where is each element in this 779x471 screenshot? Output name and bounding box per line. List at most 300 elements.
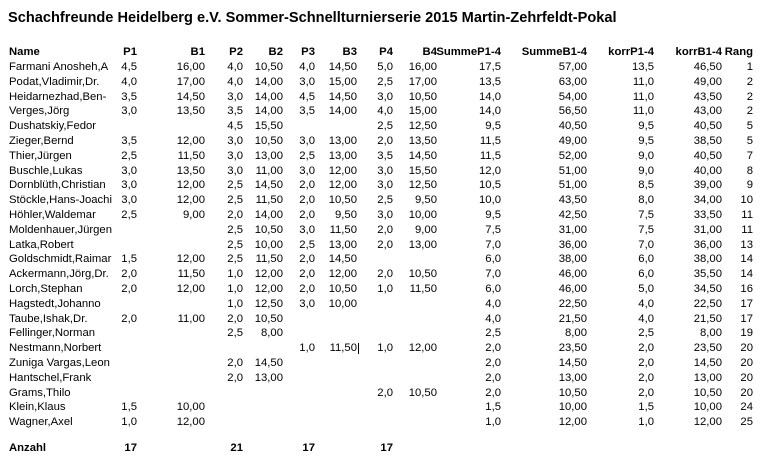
- cell-b2: 14,00: [254, 75, 283, 88]
- header-b2: B2: [268, 46, 283, 58]
- cell-korr-p: 9,5: [638, 120, 654, 133]
- cell-b3: 10,50: [328, 283, 357, 295]
- cell-summe-b: 57,00: [558, 61, 587, 73]
- cell-rang: 17: [740, 297, 753, 310]
- cell-p1: 3,0: [121, 105, 137, 118]
- cell-p3: 4,0: [299, 61, 315, 73]
- cell-name: Lorch,Stephan: [9, 283, 83, 295]
- cell-b3: 15,00: [328, 75, 357, 88]
- cell-p3: 1,0: [299, 342, 315, 355]
- cell-p4: 1,0: [377, 342, 393, 355]
- cell-summe-b: 12,00: [558, 416, 587, 429]
- cell-b4: 12,50: [408, 120, 437, 133]
- header-name: Name: [9, 46, 40, 58]
- cell-p3: 3,0: [299, 223, 315, 236]
- cell-rang: 20: [740, 371, 753, 384]
- cell-b1: 11,00: [177, 312, 205, 325]
- cell-korr-b: 10,50: [693, 386, 722, 399]
- cell-korr-b: 8,00: [700, 327, 722, 340]
- cell-summe-p: 2,0: [485, 371, 501, 384]
- cell-b2: 15,50: [254, 120, 283, 133]
- cell-b3: 13,00: [328, 238, 357, 251]
- cell-summe-p: 11,5: [479, 135, 501, 147]
- cell-p4: 3,0: [377, 164, 393, 177]
- cell-rang: 25: [740, 416, 753, 429]
- cell-p2: 2,5: [227, 327, 243, 340]
- cell-korr-b: 40,50: [693, 120, 722, 133]
- cell-p3: 3,0: [299, 164, 315, 177]
- header-b4: B4: [422, 46, 437, 58]
- cell-p1: 1,5: [121, 401, 137, 414]
- cell-name: Dushatskiy,Fedor: [9, 120, 97, 133]
- cell-korr-p: 1,0: [638, 416, 654, 429]
- cell-b2: 11,00: [255, 164, 283, 177]
- cell-b3: 12,00: [328, 164, 357, 177]
- cell-b2: 12,00: [254, 268, 283, 281]
- cell-korr-b: 12,00: [693, 416, 722, 429]
- cell-summe-p: 1,5: [485, 401, 501, 414]
- cell-summe-b: 38,00: [558, 253, 587, 266]
- cell-name: Klein,Klaus: [9, 401, 66, 414]
- cell-p2: 3,0: [227, 164, 243, 177]
- cell-korr-b: 14,50: [693, 357, 722, 369]
- cell-korr-b: 10,00: [693, 401, 722, 414]
- cell-korr-p: 9,0: [638, 164, 654, 177]
- cell-p3: 3,5: [299, 105, 315, 118]
- cell-korr-p: 6,0: [638, 253, 654, 266]
- cell-name: Buschle,Lukas: [9, 164, 83, 177]
- cell-summe-p: 10,0: [479, 194, 501, 207]
- cell-rang: 17: [740, 312, 753, 325]
- cell-b3: 12,00: [328, 179, 357, 192]
- cell-b1: 11,50: [177, 268, 205, 281]
- cell-korr-p: 1,5: [638, 401, 654, 414]
- cell-p1: 1,0: [121, 416, 137, 429]
- cell-summe-p: 9,5: [485, 120, 501, 133]
- cell-summe-p: 7,5: [485, 223, 501, 236]
- cell-name: Zuniga Vargas,Leon: [9, 357, 110, 369]
- cell-korr-b: 31,00: [693, 223, 722, 236]
- cell-name: Stöckle,Hans-Joachi: [9, 194, 112, 207]
- cell-summe-b: 13,00: [558, 371, 587, 384]
- cell-b4: 14,50: [408, 149, 437, 162]
- cell-b1: 12,00: [176, 194, 205, 207]
- cell-b3: 14,50: [328, 90, 357, 103]
- cell-korr-b: 34,50: [693, 283, 722, 295]
- cell-korr-b: 40,50: [693, 149, 722, 162]
- header-summe-b: SummeB1-4: [521, 46, 587, 58]
- cell-summe-p: 12,0: [479, 164, 501, 177]
- cell-p2: 2,5: [227, 179, 243, 192]
- header-p1: P1: [123, 46, 137, 58]
- cell-b3: 13,00: [328, 135, 357, 147]
- cell-rang: 11: [741, 209, 753, 221]
- cell-korr-p: 7,5: [638, 223, 654, 236]
- cell-summe-p: 6,0: [485, 283, 501, 295]
- cell-b3: 14,50: [328, 61, 357, 73]
- cell-p4: 3,0: [377, 209, 393, 221]
- cell-summe-b: 49,00: [558, 135, 587, 147]
- cell-b2: 10,00: [254, 238, 283, 251]
- cell-rang: 20: [740, 357, 753, 369]
- cell-p2: 1,0: [227, 283, 243, 295]
- footer-count-p1: 17: [124, 442, 137, 454]
- header-p3: P3: [301, 46, 315, 58]
- cell-b4: 13,00: [408, 238, 437, 251]
- cell-korr-b: 38,00: [693, 253, 722, 266]
- cell-b4: 13,50: [408, 135, 437, 147]
- cell-p4: 3,0: [377, 179, 393, 192]
- cell-p3: 4,5: [299, 90, 315, 103]
- cell-b3: 10,50: [328, 194, 357, 207]
- cell-summe-p: 13,5: [479, 75, 501, 88]
- cell-korr-p: 7,0: [638, 238, 654, 251]
- cell-p4: 2,0: [377, 223, 393, 236]
- cell-summe-b: 51,00: [558, 164, 587, 177]
- cell-summe-p: 7,0: [485, 238, 501, 251]
- cell-summe-p: 2,0: [485, 386, 501, 399]
- cell-korr-p: 13,5: [632, 61, 654, 73]
- cell-b4: 9,00: [415, 223, 437, 236]
- cell-korr-p: 8,0: [638, 194, 654, 207]
- cell-rang: 20: [740, 386, 753, 399]
- cell-korr-b: 35,50: [693, 268, 722, 281]
- cell-p3: 3,0: [299, 135, 315, 147]
- cell-korr-p: 2,5: [638, 327, 654, 340]
- cell-p3: 2,0: [299, 179, 315, 192]
- cell-korr-p: 11,0: [632, 90, 654, 103]
- cell-b4: 17,00: [408, 75, 437, 88]
- cell-p2: 3,0: [227, 135, 243, 147]
- cell-p3: 2,0: [299, 194, 315, 207]
- cell-p1: 2,0: [121, 283, 137, 295]
- cell-korr-p: 11,0: [632, 75, 654, 88]
- cell-b2: 8,00: [261, 327, 283, 340]
- cell-b3: 14,00: [328, 105, 357, 118]
- cell-p4: 2,5: [377, 120, 393, 133]
- cell-p1: 4,5: [121, 61, 137, 73]
- cell-rang: 9: [746, 179, 753, 192]
- cell-b1: 13,50: [176, 164, 205, 177]
- cell-p3: 2,5: [299, 149, 315, 162]
- cell-name: Hantschel,Frank: [9, 371, 92, 384]
- cell-p2: 4,0: [227, 61, 243, 73]
- cell-rang: 24: [740, 401, 753, 414]
- cell-summe-p: 17,5: [479, 61, 501, 73]
- cell-b2: 13,00: [254, 371, 283, 384]
- cell-korr-b: 39,00: [693, 179, 722, 192]
- cell-summe-b: 14,50: [558, 357, 587, 369]
- cell-p2: 3,0: [227, 149, 243, 162]
- cell-korr-p: 2,0: [638, 386, 654, 399]
- cell-korr-p: 9,0: [638, 149, 654, 162]
- cell-rang: 10: [740, 194, 753, 207]
- cell-name: Farmani Anosheh,A: [9, 61, 109, 73]
- cell-p2: 2,5: [227, 194, 243, 207]
- cell-b1: 14,50: [176, 90, 205, 103]
- cell-rang: 1: [746, 61, 753, 73]
- cell-korr-p: 7,5: [638, 209, 654, 221]
- cell-rang: 20: [740, 342, 753, 355]
- cell-name: Nestmann,Norbert: [9, 342, 102, 355]
- cell-b4: 10,50: [408, 268, 437, 281]
- cell-b1: 12,00: [176, 179, 205, 192]
- cell-rang: 13: [740, 238, 753, 251]
- cell-p2: 4,0: [227, 75, 243, 88]
- cell-rang: 16: [740, 283, 753, 295]
- cell-b2: 14,00: [254, 90, 283, 103]
- cell-b1: 11,50: [177, 149, 205, 162]
- cell-korr-b: 21,50: [693, 312, 722, 325]
- cell-b3: 11,50: [329, 223, 357, 236]
- cell-name: Thier,Jürgen: [9, 149, 72, 162]
- cell-p2: 1,0: [227, 268, 243, 281]
- cell-korr-b: 40,00: [693, 164, 722, 177]
- cell-p2: 4,5: [227, 120, 243, 133]
- cell-name: Moldenhauer,Jürgen: [9, 223, 113, 236]
- cell-b1: 12,00: [176, 253, 205, 266]
- cell-name: Heidarnezhad,Ben-: [9, 90, 107, 103]
- cell-summe-b: 31,00: [558, 223, 587, 236]
- cell-korr-p: 4,0: [638, 297, 654, 310]
- cell-p4: 2,5: [377, 75, 393, 88]
- cell-summe-b: 54,00: [558, 90, 587, 103]
- cell-summe-b: 36,00: [558, 238, 587, 251]
- footer-count-p3: 17: [302, 442, 315, 454]
- cell-summe-p: 2,0: [485, 357, 501, 369]
- cell-name: Ackermann,Jörg,Dr.: [9, 268, 109, 281]
- cell-summe-b: 52,00: [558, 149, 587, 162]
- cell-p3: 2,0: [299, 283, 315, 295]
- cell-b2: 14,00: [254, 209, 283, 221]
- cell-name: Hagstedt,Johanno: [9, 297, 101, 310]
- cell-b2: 11,50: [255, 253, 283, 266]
- cell-rang: 14: [740, 268, 753, 281]
- header-korr-p: korrP1-4: [608, 46, 654, 58]
- cell-b2: 10,50: [254, 223, 283, 236]
- cell-p4: 2,5: [377, 194, 393, 207]
- cell-summe-p: 7,0: [485, 268, 501, 281]
- cell-b4: 12,00: [408, 342, 437, 355]
- cell-summe-b: 22,50: [558, 297, 587, 310]
- cell-b4: 12,50: [408, 179, 437, 192]
- cell-summe-b: 56,50: [558, 105, 587, 118]
- cell-p4: 1,0: [377, 283, 393, 295]
- cell-b2: 10,50: [254, 61, 283, 73]
- cell-p3: 2,5: [299, 238, 315, 251]
- cell-summe-p: 14,0: [479, 90, 501, 103]
- header-rang: Rang: [724, 46, 753, 58]
- cell-summe-b: 46,00: [558, 283, 587, 295]
- cell-korr-b: 43,50: [693, 90, 722, 103]
- cell-p4: 2,0: [377, 268, 393, 281]
- cell-b1: 9,00: [183, 209, 205, 221]
- cell-b2: 14,50: [254, 179, 283, 192]
- cell-p1: 2,0: [121, 268, 137, 281]
- cell-summe-p: 1,0: [485, 416, 501, 429]
- cell-p1: 4,0: [121, 75, 137, 88]
- cell-b1: 17,00: [176, 75, 205, 88]
- cell-b1: 12,00: [176, 135, 205, 147]
- footer-label: Anzahl: [9, 442, 47, 454]
- cell-b2: 14,50: [254, 357, 283, 369]
- cell-p2: 2,5: [227, 253, 243, 266]
- cell-b2: 11,50: [255, 194, 283, 207]
- cell-b2: 12,50: [254, 297, 283, 310]
- cell-rang: 8: [746, 164, 753, 177]
- cell-p4: 2,0: [377, 238, 393, 251]
- cell-korr-b: 36,00: [693, 238, 722, 251]
- text-cursor: [358, 343, 359, 354]
- cell-summe-b: 63,00: [558, 75, 587, 88]
- header-b1: B1: [190, 46, 205, 58]
- cell-summe-p: 2,0: [485, 342, 501, 355]
- cell-b2: 13,00: [254, 149, 283, 162]
- header-p4: P4: [379, 46, 393, 58]
- cell-korr-p: 8,5: [638, 179, 654, 192]
- cell-p4: 3,0: [377, 90, 393, 103]
- cell-korr-p: 2,0: [638, 371, 654, 384]
- cell-korr-p: 5,0: [638, 283, 654, 295]
- cell-summe-b: 46,00: [558, 268, 587, 281]
- cell-b1: 10,00: [176, 401, 205, 414]
- cell-summe-b: 40,50: [558, 120, 587, 133]
- cell-b3: 11,50: [329, 342, 357, 355]
- cell-p1: 2,0: [121, 312, 137, 325]
- header-p2: P2: [229, 46, 243, 58]
- cell-name: Grams,Thilo: [9, 386, 71, 399]
- cell-b3: 13,00: [328, 149, 357, 162]
- cell-b4: 11,50: [409, 283, 437, 295]
- cell-b3: 10,00: [328, 297, 357, 310]
- cell-p3: 2,0: [299, 253, 315, 266]
- cell-korr-b: 38,50: [693, 135, 722, 147]
- cell-korr-b: 22,50: [693, 297, 722, 310]
- cell-name: Zieger,Bernd: [9, 135, 74, 147]
- cell-b4: 9,50: [415, 194, 437, 207]
- cell-b4: 10,50: [408, 90, 437, 103]
- cell-b1: 16,00: [176, 61, 205, 73]
- cell-p2: 2,5: [227, 223, 243, 236]
- cell-p2: 2,0: [227, 371, 243, 384]
- cell-summe-p: 4,0: [485, 297, 501, 310]
- cell-name: Höhler,Waldemar: [9, 209, 96, 221]
- cell-summe-p: 6,0: [485, 253, 501, 266]
- cell-b4: 16,00: [408, 61, 437, 73]
- cell-rang: 11: [741, 223, 753, 236]
- cell-summe-b: 23,50: [558, 342, 587, 355]
- cell-p1: 3,5: [121, 135, 137, 147]
- cell-summe-p: 10,5: [479, 179, 501, 192]
- cell-korr-p: 2,0: [638, 342, 654, 355]
- cell-p1: 3,0: [121, 164, 137, 177]
- cell-name: Fellinger,Norman: [9, 327, 96, 340]
- cell-rang: 19: [740, 327, 753, 340]
- cell-rang: 7: [746, 149, 753, 162]
- page-title: Schachfreunde Heidelberg e.V. Sommer-Schnellturnierserie 2015 Martin-Zehrfeldt-Pokal: [8, 10, 617, 26]
- cell-b4: 15,50: [408, 164, 437, 177]
- cell-name: Latka,Robert: [9, 238, 74, 251]
- cell-korr-b: 33,50: [693, 209, 722, 221]
- cell-korr-b: 43,00: [693, 105, 722, 118]
- cell-korr-p: 6,0: [638, 268, 654, 281]
- cell-p2: 2,5: [227, 238, 243, 251]
- cell-b2: 10,50: [254, 312, 283, 325]
- cell-korr-p: 9,5: [638, 135, 654, 147]
- cell-p3: 2,0: [299, 268, 315, 281]
- cell-b4: 10,50: [408, 386, 437, 399]
- cell-p2: 2,0: [227, 209, 243, 221]
- cell-summe-p: 4,0: [485, 312, 501, 325]
- cell-korr-b: 46,50: [693, 61, 722, 73]
- cell-p4: 3,5: [377, 149, 393, 162]
- cell-name: Verges,Jörg: [9, 105, 70, 118]
- header-summe-p: SummeP1-4: [436, 46, 501, 58]
- cell-p2: 2,0: [227, 357, 243, 369]
- cell-rang: 14: [740, 253, 753, 266]
- cell-rang: 5: [746, 120, 753, 133]
- cell-p1: 1,5: [121, 253, 137, 266]
- cell-korr-p: 4,0: [638, 312, 654, 325]
- cell-summe-p: 11,5: [479, 149, 501, 162]
- cell-p4: 2,0: [377, 386, 393, 399]
- cell-p3: 2,0: [299, 209, 315, 221]
- cell-p2: 1,0: [227, 297, 243, 310]
- footer-count-p4: 17: [380, 442, 393, 454]
- cell-p1: 3,5: [121, 90, 137, 103]
- cell-rang: 5: [746, 135, 753, 147]
- cell-korr-b: 23,50: [693, 342, 722, 355]
- cell-b1: 12,00: [176, 416, 205, 429]
- footer-count-p2: 21: [230, 442, 243, 454]
- cell-summe-p: 9,5: [485, 209, 501, 221]
- cell-b3: 14,50: [328, 253, 357, 266]
- cell-rang: 2: [746, 75, 753, 88]
- cell-summe-b: 42,50: [558, 209, 587, 221]
- cell-p1: 2,5: [121, 149, 137, 162]
- cell-p3: 3,0: [299, 297, 315, 310]
- cell-p4: 2,0: [377, 135, 393, 147]
- cell-summe-b: 21,50: [558, 312, 587, 325]
- cell-p1: 2,5: [121, 209, 137, 221]
- cell-korr-b: 13,00: [693, 371, 722, 384]
- cell-name: Dornblüth,Christian: [9, 179, 106, 192]
- cell-b2: 14,00: [254, 105, 283, 118]
- cell-korr-b: 49,00: [693, 75, 722, 88]
- cell-name: Wagner,Axel: [9, 416, 73, 429]
- cell-summe-b: 10,00: [558, 401, 587, 414]
- cell-p4: 5,0: [377, 61, 393, 73]
- cell-p1: 3,0: [121, 179, 137, 192]
- cell-b3: 12,00: [328, 268, 357, 281]
- cell-korr-p: 11,0: [632, 105, 654, 118]
- cell-rang: 2: [746, 90, 753, 103]
- cell-summe-b: 43,50: [558, 194, 587, 207]
- cell-b3: 9,50: [335, 209, 357, 221]
- cell-b2: 10,50: [254, 135, 283, 147]
- cell-p2: 3,0: [227, 90, 243, 103]
- cell-p2: 3,5: [227, 105, 243, 118]
- cell-summe-b: 10,50: [558, 386, 587, 399]
- cell-p2: 2,0: [227, 312, 243, 325]
- cell-summe-b: 8,00: [565, 327, 587, 340]
- cell-p1: 3,0: [121, 194, 137, 207]
- cell-summe-p: 14,0: [479, 105, 501, 118]
- cell-b1: 12,00: [176, 283, 205, 295]
- cell-b1: 13,50: [176, 105, 205, 118]
- cell-summe-b: 51,00: [558, 179, 587, 192]
- cell-name: Taube,Ishak,Dr.: [9, 312, 88, 325]
